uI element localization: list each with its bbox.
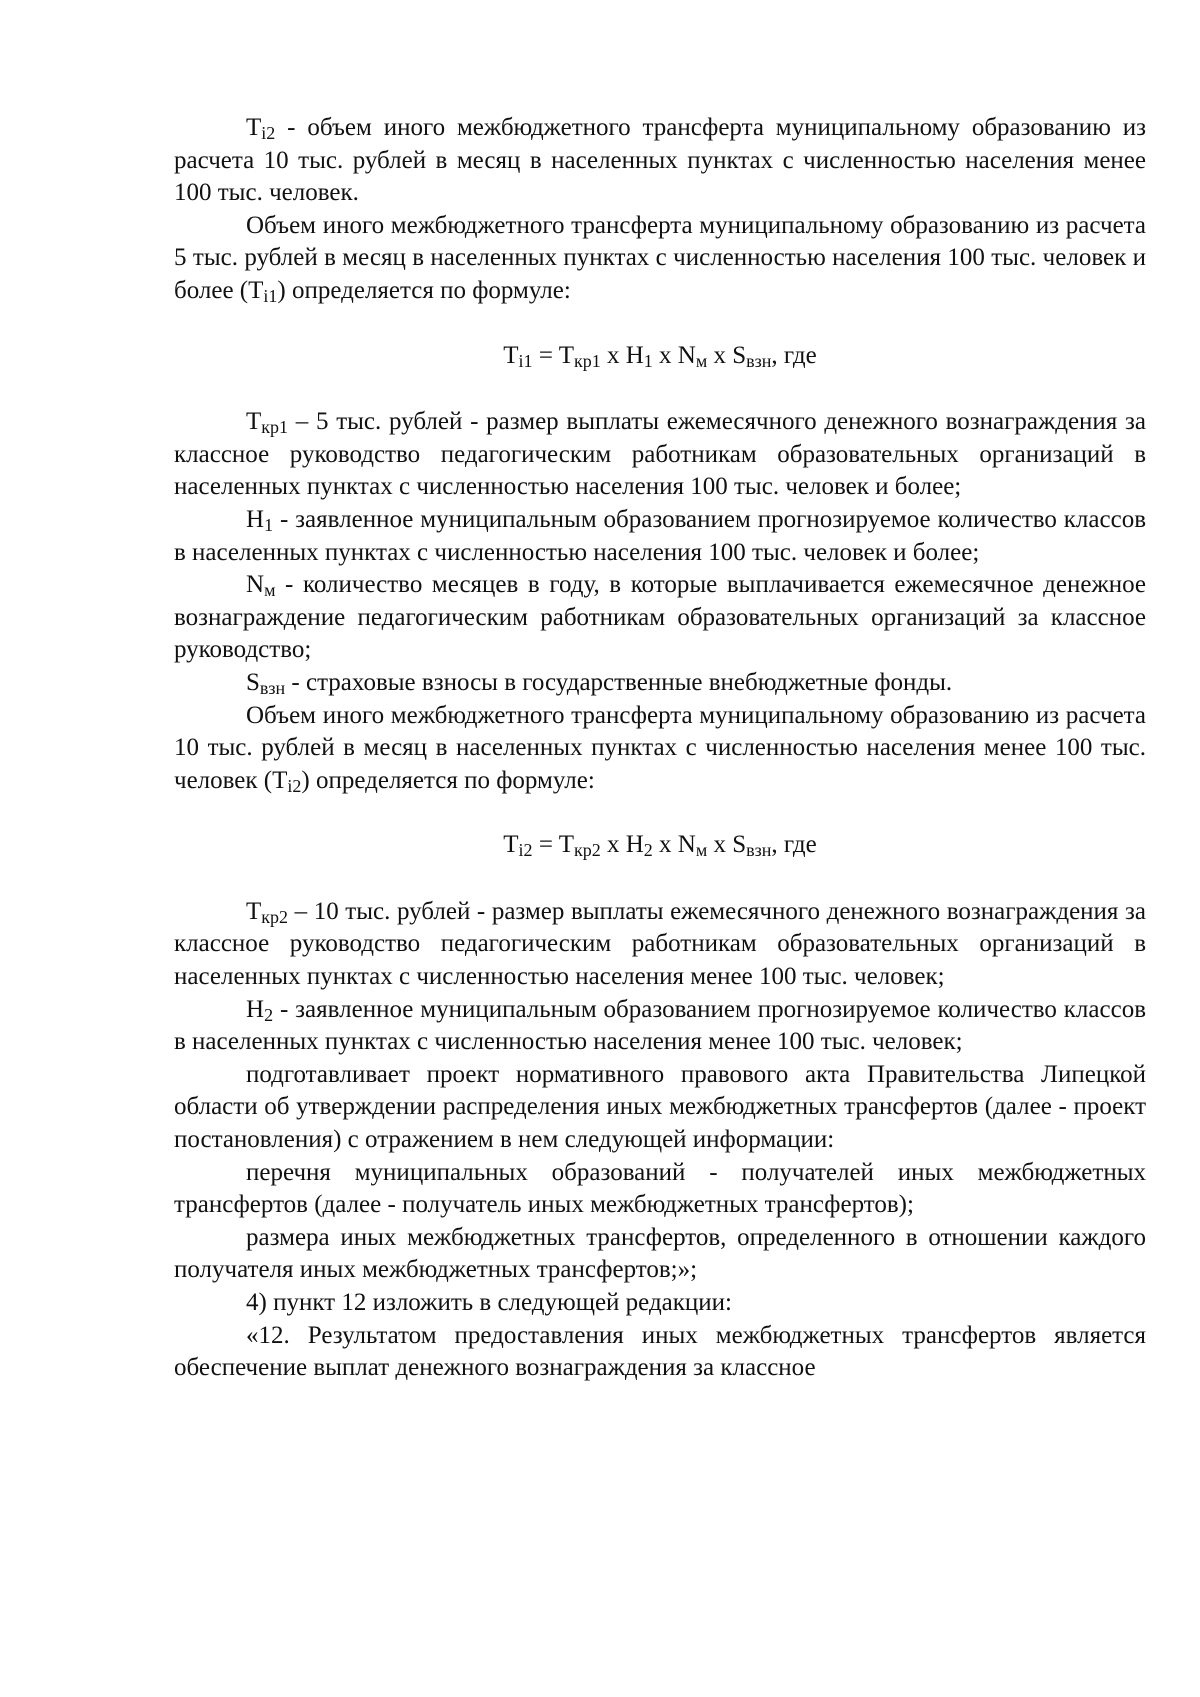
subscript: 1 <box>264 514 274 535</box>
text-run: , где <box>771 831 817 859</box>
text-run: T <box>503 831 519 859</box>
text-run: размера иных межбюджетных трансфертов, определенного в отношении каждого получателя иных межбюджетных трансфертов;»; <box>174 1223 1146 1284</box>
text-run: T <box>503 341 519 369</box>
paragraph <box>174 1287 1146 1320</box>
paragraph <box>174 1320 1146 1385</box>
text-run: x N <box>652 831 696 859</box>
text-run: - количество месяцев в году, в которые выплачивается ежемесячное денежное вознаграждение педагогическим работникам образовательных организаций за классное руководство; <box>174 571 1146 664</box>
text-run: N <box>246 571 265 599</box>
subscript: 1 <box>643 350 653 371</box>
document-page <box>174 112 1146 1385</box>
formula-line <box>174 308 1146 407</box>
paragraph <box>174 504 1146 569</box>
text-run: x S <box>707 341 747 369</box>
subscript: i2 <box>287 775 302 796</box>
text-run: T <box>246 114 262 141</box>
subscript: взн <box>746 350 772 371</box>
paragraph <box>174 210 1146 308</box>
subscript: i2 <box>518 840 533 861</box>
paragraph <box>174 994 1146 1059</box>
text-run: x N <box>652 341 696 369</box>
text-run: x S <box>707 831 747 859</box>
subscript: 2 <box>264 1004 274 1025</box>
subscript: м <box>264 580 276 601</box>
text-run: T <box>246 897 262 925</box>
subscript: 2 <box>643 840 653 861</box>
text-run: – 10 тыс. рублей - размер выплаты ежемесячного денежного вознаграждения за классное руководство педагогическим работникам образовательных организаций в населенных пунктах с численностью населения менее 100 тыс. человек; <box>174 897 1146 991</box>
subscript: м <box>695 840 708 861</box>
text-run: - страховые взносы в государственные внебюджетные фонды. <box>285 668 953 696</box>
text-run: - заявленное муниципальным образованием прогнозируемое количество классов в населенных пунктах с численностью населения менее 100 тыс. человек; <box>174 995 1146 1056</box>
paragraph <box>174 406 1146 504</box>
text-run: Объем иного межбюджетного трансферта муниципальному образованию из расчета 5 тыс. рублей в месяц в населенных пунктах с численностью населения 100 тыс. человек и более (T <box>174 211 1146 304</box>
paragraph <box>174 1059 1146 1157</box>
paragraph <box>174 667 1146 700</box>
text-run: Объем иного межбюджетного трансферта муниципальному образованию из расчета 10 тыс. рублей в месяц в населенных пунктах с численностью населения менее 100 тыс. человек (T <box>174 701 1146 794</box>
text-run: перечня муниципальных образований - получателей иных межбюджетных трансфертов (далее - получатель иных межбюджетных трансфертов); <box>174 1158 1146 1219</box>
text-run: S <box>246 668 260 696</box>
text-run: = T <box>532 831 574 859</box>
paragraph <box>174 1157 1146 1222</box>
formula-line <box>174 797 1146 896</box>
text-run: x H <box>600 831 644 859</box>
subscript: взн <box>746 840 772 861</box>
text-run: подготавливает проект нормативного правового акта Правительства Липецкой области об утверждении распределения иных межбюджетных трансфертов (далее - проект постановления) с отражением в нем следующей информации: <box>174 1060 1146 1154</box>
text-run: ) определяется по формуле: <box>277 276 571 304</box>
text-run: - заявленное муниципальным образованием прогнозируемое количество классов в населенных пунктах с численностью населения 100 тыс. человек и более; <box>174 505 1146 566</box>
text-run: T <box>246 408 262 436</box>
text-run: = T <box>532 341 574 369</box>
paragraph <box>174 700 1146 798</box>
subscript: кр2 <box>573 840 601 861</box>
paragraph <box>174 1222 1146 1287</box>
text-run: «12. Результатом предоставления иных межбюджетных трансфертов является обеспечение выплат денежного вознаграждения за классное <box>174 1321 1146 1382</box>
paragraph <box>174 896 1146 994</box>
text-run: 4) пункт 12 изложить в следующей редакции: <box>246 1289 732 1316</box>
paragraph <box>174 112 1146 210</box>
subscript: кр1 <box>261 417 289 438</box>
subscript: м <box>695 350 708 371</box>
text-run: - объем иного межбюджетного трансферта муниципальному образованию из расчета 10 тыс. рублей в месяц в населенных пунктах с численностью населения менее 100 тыс. человек. <box>174 114 1146 207</box>
text-run: , где <box>771 341 817 369</box>
text-run: H <box>246 995 265 1023</box>
subscript: взн <box>259 677 286 698</box>
subscript: кр1 <box>573 350 601 371</box>
subscript: i1 <box>263 285 278 306</box>
subscript: кр2 <box>261 906 289 927</box>
paragraph <box>174 569 1146 667</box>
subscript: i1 <box>518 350 533 371</box>
text-run: ) определяется по формуле: <box>301 766 595 794</box>
text-run: H <box>246 505 265 533</box>
text-run: – 5 тыс. рублей - размер выплаты ежемесячного денежного вознаграждения за классное руководство педагогическим работникам образовательных организаций в населенных пунктах с численностью населения 100 тыс. человек и более; <box>174 408 1146 501</box>
text-run: x H <box>600 341 644 369</box>
subscript: i2 <box>261 122 276 143</box>
